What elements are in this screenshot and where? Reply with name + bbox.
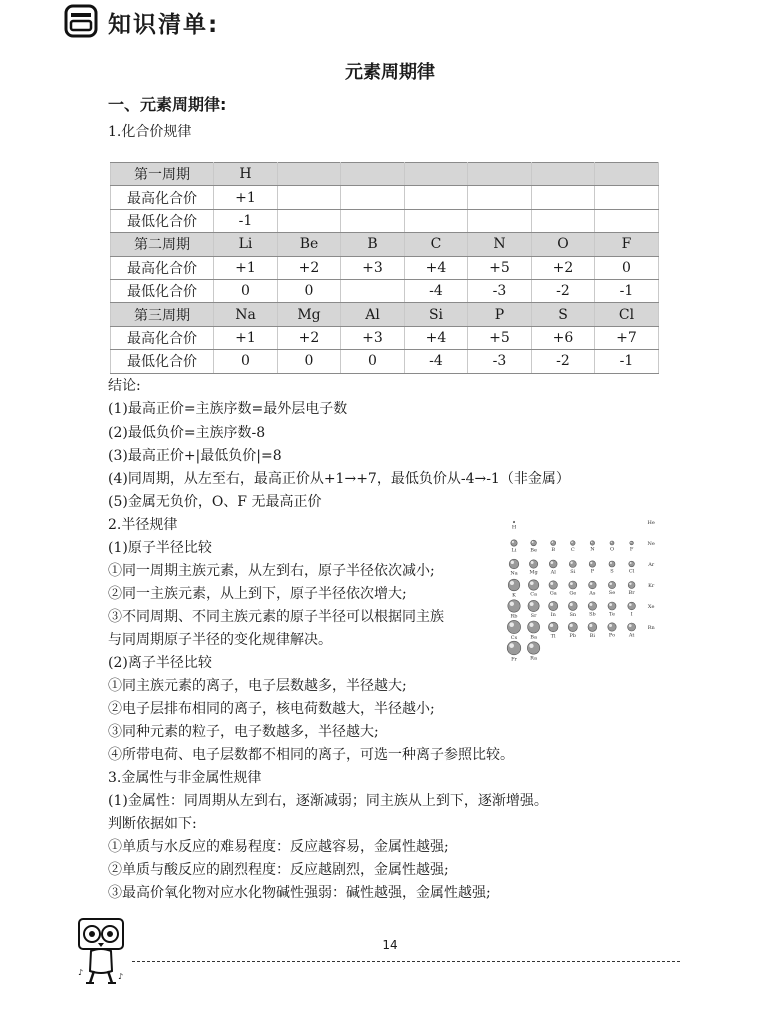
text-line: 判断依据如下:: [108, 816, 197, 832]
table-cell: S: [532, 303, 595, 326]
text-line: (1)最高正价=主族序数=最外层电子数: [108, 401, 348, 417]
element-symbol: Se: [608, 590, 616, 597]
table-cell: 0: [595, 256, 659, 279]
element-symbol: Sn: [569, 611, 577, 618]
element-symbol: Kr: [648, 583, 655, 589]
atom-sphere: [608, 581, 615, 588]
atom-sphere: [549, 560, 557, 568]
atom-sphere: [508, 579, 520, 591]
element-symbol: Ge: [569, 590, 577, 597]
element-symbol: Li: [511, 547, 517, 554]
atom-sphere: [528, 580, 538, 590]
table-cell: +2: [278, 326, 341, 349]
text-line: (3)最高正价+|最低负价|=8: [108, 448, 282, 464]
table-cell: 0: [341, 350, 405, 373]
notebook-icon: [64, 4, 100, 38]
element-bubble: [609, 561, 615, 575]
table-cell: [468, 186, 532, 209]
element-symbol: I: [630, 611, 633, 618]
element-symbol: Ar: [648, 562, 655, 568]
table-cell: +2: [532, 256, 595, 279]
element-bubble: [608, 602, 616, 618]
footer-divider: [132, 961, 680, 962]
atomic-radius-chart: [500, 514, 665, 674]
element-bubble: [569, 561, 576, 576]
svg-text:♪: ♪: [78, 968, 84, 977]
element-symbol: B: [551, 547, 556, 553]
valence-row: [111, 350, 659, 373]
table-cell: P: [468, 303, 532, 326]
element-bubble: [608, 623, 616, 639]
atom-sphere: [628, 582, 635, 589]
table-cell: [468, 209, 532, 232]
table-cell: +1: [214, 256, 278, 279]
element-bubble: [628, 623, 636, 639]
table-cell: [278, 209, 341, 232]
element-bubble: [610, 541, 614, 553]
element-symbol: K: [512, 592, 516, 599]
atom-sphere: [568, 602, 577, 611]
element-symbol: Cl: [628, 568, 635, 575]
element-bubble: [608, 581, 615, 596]
table-cell: Cl: [595, 303, 659, 326]
element-bubble: [628, 582, 635, 596]
element-symbol: Po: [608, 632, 616, 639]
text-line: (1)原子半径比较: [108, 540, 212, 556]
text-line: ②单质与酸反应的剧烈程度：反应越剧烈，金属性越强;: [108, 862, 449, 878]
table-cell: 0: [214, 279, 278, 302]
atom-sphere: [571, 541, 576, 546]
atom-sphere: [628, 602, 636, 610]
element-bubble: [628, 602, 636, 617]
text-line: (2)最低负价=主族序数-8: [108, 425, 266, 441]
element-bubble: [648, 520, 655, 526]
element-bubble: [528, 621, 540, 641]
table-cell: [595, 209, 659, 232]
element-symbol: Tl: [550, 633, 556, 640]
element-bubble: [507, 641, 521, 662]
element-symbol: Mg: [529, 569, 538, 576]
atom-sphere: [548, 622, 558, 632]
element-bubble: [512, 521, 517, 530]
table-cell: +1: [214, 326, 278, 349]
atom-sphere: [507, 620, 520, 633]
table-cell: +5: [468, 256, 532, 279]
period-header-row: [111, 233, 659, 256]
element-bubble: [588, 581, 596, 596]
atom-sphere: [589, 561, 595, 567]
page-number: 14: [382, 938, 398, 952]
table-cell: -2: [532, 279, 595, 302]
atom-sphere: [507, 641, 521, 655]
element-bubble: [548, 622, 558, 639]
atom-sphere: [628, 623, 636, 631]
table-cell: -4: [405, 279, 468, 302]
text-line: (4)同周期，从左至右，最高正价从+1→+7，最低负价从-4→-1（非金属）: [108, 471, 570, 487]
table-cell: +2: [278, 256, 341, 279]
table-cell: +3: [341, 256, 405, 279]
element-symbol: C: [570, 546, 575, 553]
atom-sphere: [630, 541, 634, 545]
atom-sphere: [551, 541, 556, 546]
table-cell: +1: [214, 186, 278, 209]
element-bubble: [551, 541, 556, 554]
atom-sphere: [513, 521, 515, 523]
table-cell: -1: [595, 279, 659, 302]
element-bubble: [588, 602, 596, 618]
element-symbol: As: [589, 590, 596, 597]
atom-sphere: [529, 560, 537, 568]
element-symbol: Be: [530, 547, 537, 554]
atom-sphere: [569, 561, 576, 568]
text-line: (5)金属无负价，O、F 无最高正价: [108, 494, 322, 510]
element-symbol: P: [590, 568, 595, 575]
atom-sphere: [509, 559, 519, 569]
text-line: ②电子层排布相同的离子，核电荷数越大，半径越小;: [108, 701, 435, 717]
element-symbol: Cs: [510, 635, 518, 642]
element-bubble: [571, 541, 576, 553]
element-bubble: [648, 583, 655, 589]
element-symbol: S: [610, 568, 614, 575]
table-cell: Li: [214, 233, 278, 256]
element-symbol: Ra: [530, 655, 538, 662]
atom-sphere: [609, 561, 615, 567]
valence-row: [111, 256, 659, 279]
table-cell: [532, 209, 595, 232]
element-bubble: [629, 561, 635, 574]
text-line: (1)金属性：同周期从左到右，逐渐减弱；同主族从上到下，逐渐增强。: [108, 793, 548, 809]
element-bubble: [529, 560, 538, 576]
element-symbol: Al: [550, 569, 556, 576]
table-cell: +3: [341, 326, 405, 349]
element-bubble: [507, 620, 520, 641]
valence-row: [111, 279, 659, 302]
element-symbol: Xe: [647, 604, 655, 610]
table-cell: [405, 163, 468, 186]
table-cell: +7: [595, 326, 659, 349]
table-cell: 0: [214, 350, 278, 373]
element-symbol: Ga: [549, 590, 557, 597]
atom-sphere: [608, 602, 616, 610]
table-cell: +5: [468, 326, 532, 349]
valence-table: [110, 162, 659, 374]
element-symbol: At: [628, 632, 635, 639]
atom-sphere: [588, 623, 597, 632]
atom-sphere: [590, 541, 594, 545]
row-label: 第二周期: [111, 233, 214, 256]
svg-text:♪: ♪: [118, 972, 124, 981]
table-cell: +6: [532, 326, 595, 349]
table-cell: [405, 186, 468, 209]
element-symbol: Rb: [510, 613, 518, 620]
atom-sphere: [610, 541, 614, 545]
element-symbol: Rn: [647, 625, 655, 631]
table-cell: [278, 186, 341, 209]
text-line: 与同周期原子半径的变化规律解决。: [108, 632, 332, 648]
table-cell: H: [214, 163, 278, 186]
element-bubble: [528, 600, 539, 619]
table-cell: Si: [405, 303, 468, 326]
table-cell: -2: [532, 350, 595, 373]
table-cell: [341, 209, 405, 232]
table-cell: [278, 163, 341, 186]
element-bubble: [568, 622, 577, 639]
element-symbol: Sr: [530, 613, 537, 620]
row-label: 最高化合价: [111, 186, 214, 209]
element-symbol: He: [647, 520, 655, 526]
element-symbol: In: [550, 612, 556, 619]
element-bubble: [630, 541, 634, 552]
table-cell: B: [341, 233, 405, 256]
element-symbol: Bi: [589, 632, 596, 639]
text-line: ④所带电荷、电子层数都不相同的离子，可选一种离子参照比较。: [108, 747, 514, 763]
element-bubble: [528, 580, 538, 598]
table-cell: Na: [214, 303, 278, 326]
table-cell: +4: [405, 326, 468, 349]
element-bubble: [648, 625, 656, 631]
text-line: ③同种元素的粒子，电子数越多，半径越大;: [108, 724, 379, 740]
element-symbol: H: [511, 524, 517, 531]
text-line: (2)离子半径比较: [108, 655, 212, 671]
element-symbol: Ne: [647, 541, 655, 547]
element-symbol: Si: [570, 569, 576, 575]
atom-sphere: [568, 622, 577, 631]
atom-sphere: [629, 561, 635, 567]
atom-sphere: [569, 581, 577, 589]
element-bubble: [549, 560, 557, 575]
atom-sphere: [528, 621, 540, 633]
text-line: ③不同周期、不同主族元素的原子半径可以根据同主族: [108, 609, 444, 625]
row-label: 最低化合价: [111, 209, 214, 232]
table-cell: -1: [595, 350, 659, 373]
element-symbol: Ba: [530, 634, 537, 641]
table-cell: F: [595, 233, 659, 256]
table-cell: +4: [405, 256, 468, 279]
table-cell: [341, 163, 405, 186]
table-cell: [532, 163, 595, 186]
table-cell: -1: [214, 209, 278, 232]
element-symbol: Br: [628, 589, 635, 596]
text-line: ①同一周期主族元素，从左到右，原子半径依次减小;: [108, 563, 435, 579]
section-heading: 一、元素周期律:: [108, 95, 227, 114]
table-cell: -3: [468, 350, 532, 373]
element-bubble: [549, 601, 558, 618]
period-header-row: [111, 303, 659, 326]
element-symbol: O: [609, 546, 615, 553]
element-bubble: [509, 559, 519, 576]
valence-row: [111, 326, 659, 349]
text-line: ①单质与水反应的难易程度：反应越容易，金属性越强;: [108, 839, 449, 855]
table-cell: [405, 209, 468, 232]
element-symbol: Sb: [589, 611, 596, 618]
element-bubble: [508, 579, 520, 598]
table-cell: [468, 163, 532, 186]
row-label: 第一周期: [111, 163, 214, 186]
element-symbol: N: [590, 546, 595, 553]
element-bubble: [549, 581, 557, 597]
table-cell: O: [532, 233, 595, 256]
table-cell: C: [405, 233, 468, 256]
table-cell: [532, 186, 595, 209]
header-title: 知识清单:: [108, 12, 220, 38]
element-bubble: [648, 604, 655, 610]
element-bubble: [647, 562, 655, 568]
atom-sphere: [528, 600, 539, 611]
element-symbol: Na: [510, 570, 518, 577]
element-bubble: [508, 600, 520, 620]
row-label: 最高化合价: [111, 326, 214, 349]
row-label: 最低化合价: [111, 279, 214, 302]
document-title: 元素周期律: [345, 62, 435, 83]
table-cell: -3: [468, 279, 532, 302]
valence-row: [111, 186, 659, 209]
text-line: ③最高价氧化物对应水化物碱性强弱：碱性越强，金属性越强;: [108, 885, 491, 901]
table-cell: -4: [405, 350, 468, 373]
table-cell: 0: [278, 279, 341, 302]
element-bubble: [568, 602, 577, 618]
element-symbol: F: [629, 546, 634, 553]
element-bubble: [530, 540, 537, 553]
table-cell: [595, 186, 659, 209]
atom-sphere: [608, 623, 616, 631]
row-label: 最低化合价: [111, 350, 214, 373]
element-symbol: Te: [609, 611, 615, 618]
element-bubble: [511, 540, 517, 554]
text-line: ①同主族元素的离子，电子层数越多，半径越大;: [108, 678, 407, 694]
table-cell: Mg: [278, 303, 341, 326]
text-line: ②同一主族元素，从上到下，原子半径依次增大;: [108, 586, 407, 602]
table-cell: N: [468, 233, 532, 256]
row-label: 第三周期: [111, 303, 214, 326]
text-line: 2.半径规律: [108, 517, 178, 533]
element-symbol: Ca: [530, 591, 538, 598]
text-line: 3.金属性与非金属性规律: [108, 770, 262, 786]
row-label: 最高化合价: [111, 256, 214, 279]
valence-row: [111, 209, 659, 232]
atom-sphere: [531, 540, 537, 546]
table-cell: [595, 163, 659, 186]
subheading-valence: 1.化合价规律: [108, 124, 192, 140]
atom-sphere: [588, 602, 596, 610]
element-bubble: [588, 623, 597, 639]
element-bubble: [589, 561, 595, 575]
element-symbol: Pb: [569, 633, 577, 640]
atom-sphere: [508, 600, 520, 612]
atom-sphere: [549, 601, 558, 610]
atom-sphere: [589, 581, 597, 589]
table-cell: Al: [341, 303, 405, 326]
table-cell: [341, 279, 405, 302]
element-bubble: [527, 642, 539, 662]
table-cell: [341, 186, 405, 209]
element-bubble: [590, 541, 595, 553]
table-cell: Be: [278, 233, 341, 256]
period-header-row: [111, 163, 659, 186]
element-bubble: [569, 581, 577, 597]
atom-sphere: [527, 642, 539, 654]
atom-sphere: [549, 581, 557, 589]
element-bubble: [648, 541, 655, 547]
atom-sphere: [511, 540, 517, 546]
table-cell: 0: [278, 350, 341, 373]
element-symbol: Fr: [511, 656, 517, 663]
text-line: 结论:: [108, 378, 141, 394]
